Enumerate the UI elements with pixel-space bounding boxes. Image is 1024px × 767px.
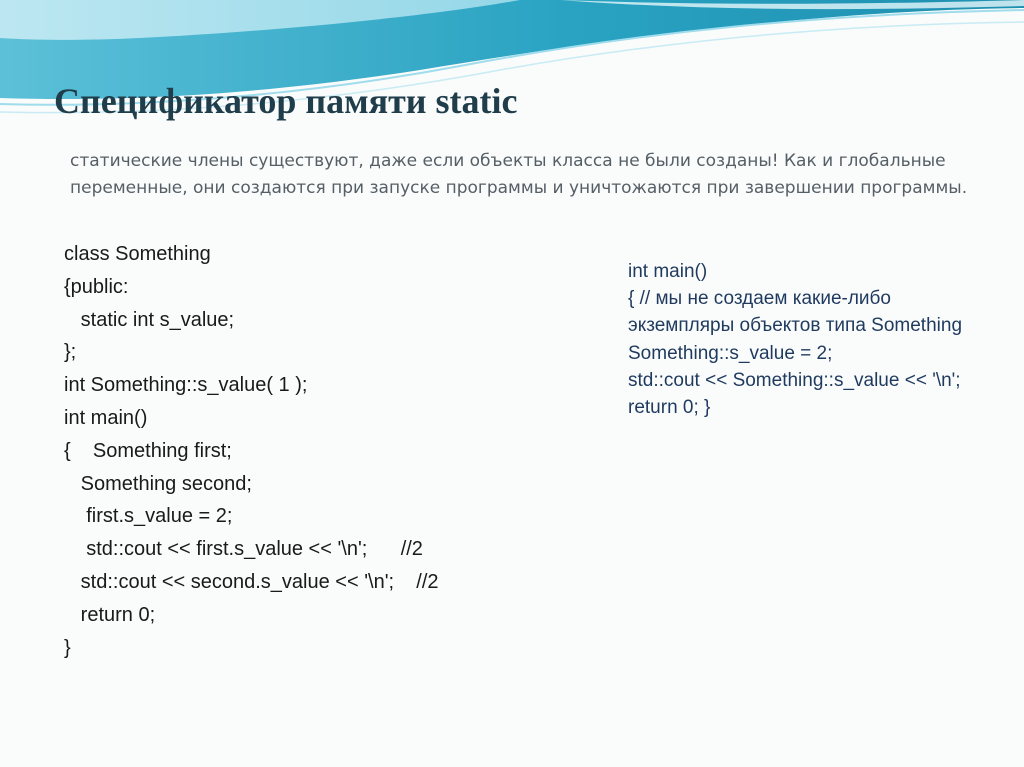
code-line: first.s_value = 2; xyxy=(64,505,233,528)
slide-title: Спецификатор памяти static xyxy=(54,81,518,121)
code-line: static int s_value; xyxy=(64,308,235,331)
code-line: class Something xyxy=(64,243,211,265)
code-line: }; xyxy=(64,341,77,364)
code-line: return 0; xyxy=(64,603,156,626)
code-line: } xyxy=(64,636,71,659)
code-line: Something second; xyxy=(64,472,252,495)
code-line: int main() xyxy=(64,406,148,429)
code-line: std::cout << second.s_value << '\n'; //2 xyxy=(64,570,439,593)
code-line: Something::s_value = 2; xyxy=(628,342,833,364)
code-block-left xyxy=(64,238,439,664)
code-line: return 0; } xyxy=(628,397,711,419)
code-line: std::cout << first.s_value << '\n'; //2 xyxy=(64,538,423,561)
code-line: экземпляры объектов типа Something xyxy=(628,315,963,337)
code-block-right xyxy=(628,258,962,421)
code-line: int Something::s_value( 1 ); xyxy=(64,374,308,397)
code-line: { Something first; xyxy=(64,439,232,462)
code-line: {public: xyxy=(64,275,129,298)
code-line: int main() xyxy=(628,261,708,282)
code-line: { // мы не создаем какие-либо xyxy=(628,288,891,310)
subtitle-text: статические члены существуют, даже если объекты класса не были созданы! Как и глобальные переменные, они создаются при запуске программы и уничтожаются при завершении программы. xyxy=(70,151,968,198)
code-line: std::cout << Something::s_value << '\n'; xyxy=(628,369,961,391)
